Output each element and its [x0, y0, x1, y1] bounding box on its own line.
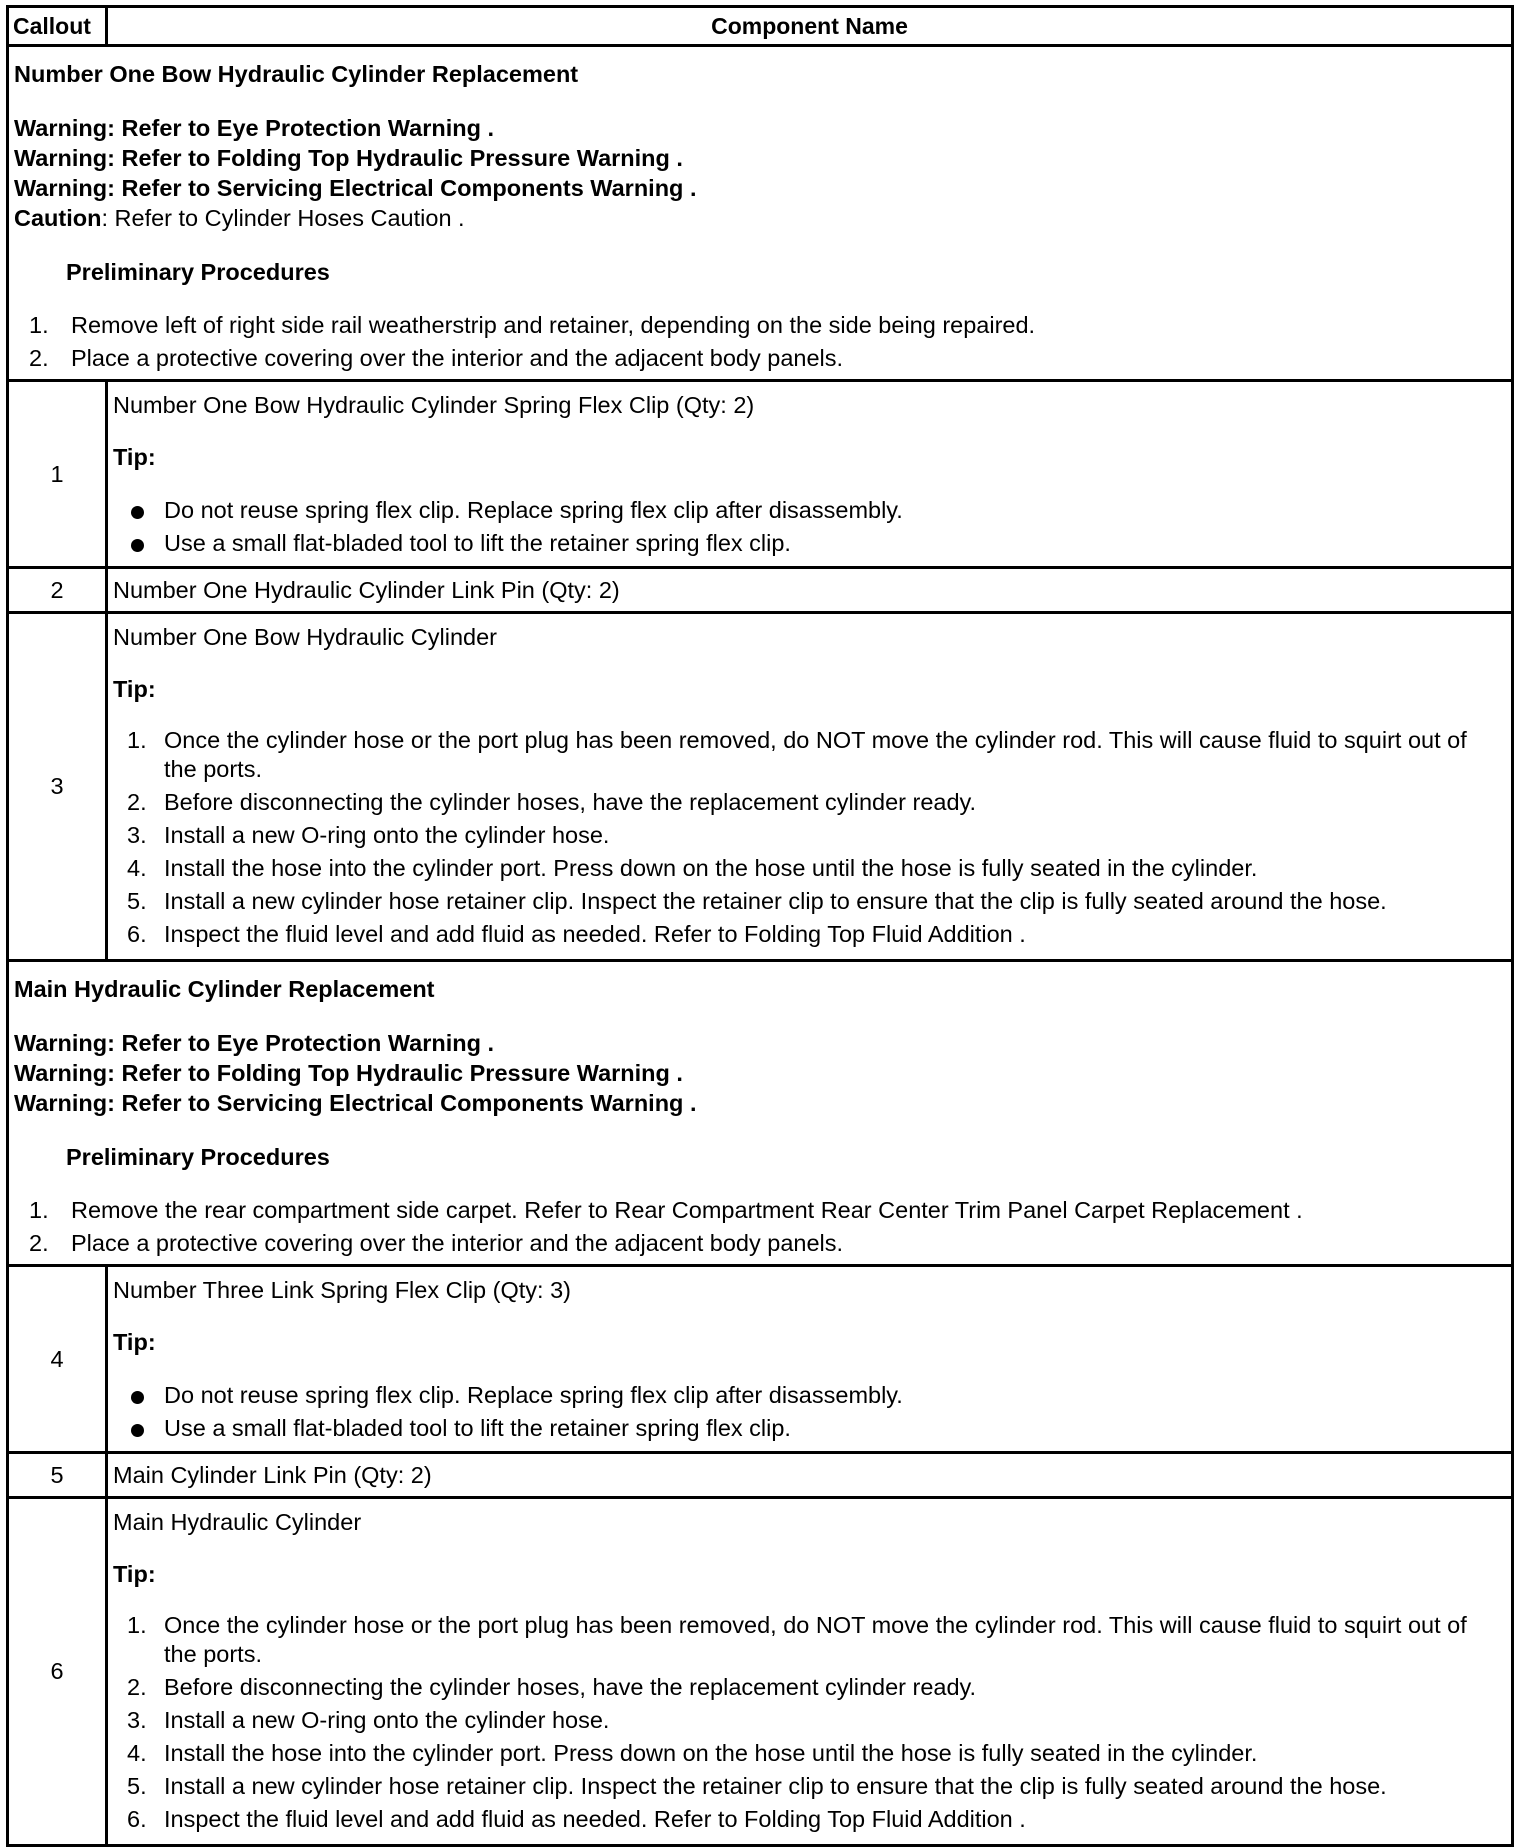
list-item	[113, 920, 1505, 949]
table-row	[8, 568, 1513, 613]
step-number: 2.	[29, 1230, 49, 1256]
step-text: Before disconnecting the cylinder hoses, have the replacement cylinder ready.	[164, 1674, 977, 1700]
list-item	[113, 1805, 1505, 1834]
list-item	[14, 1194, 1507, 1227]
section-title: Main Hydraulic Cylinder Replacement	[14, 976, 435, 1002]
notice-label: Warning	[14, 175, 108, 201]
notice-text: : Refer to Folding Top Hydraulic Pressure Warning .	[107, 145, 683, 171]
tip-label: Tip:	[113, 444, 156, 470]
notice-text: : Refer to Servicing Electrical Components Warning .	[107, 175, 697, 201]
step-number: 5.	[127, 888, 147, 914]
bullet-icon	[131, 506, 144, 519]
table-row	[8, 1453, 1513, 1498]
notice-text: : Refer to Eye Protection Warning .	[107, 115, 495, 141]
section-header-cell	[8, 961, 1513, 1266]
list-item	[113, 854, 1505, 883]
step-number: 1.	[127, 727, 147, 753]
component-name-header: Component Name	[107, 7, 1513, 46]
callout-number: 6	[8, 1498, 107, 1846]
warning-line	[14, 173, 1507, 203]
bullet-text: Use a small flat-bladed tool to lift the retainer spring flex clip.	[164, 530, 791, 556]
bullet-text: Do not reuse spring flex clip. Replace spring flex clip after disassembly.	[164, 1382, 903, 1408]
list-item	[113, 527, 1505, 560]
tip-label: Tip:	[113, 676, 156, 702]
callout-table	[6, 5, 1514, 1847]
list-item	[113, 494, 1505, 527]
section-header-row	[8, 961, 1513, 1266]
header-row	[8, 7, 1513, 46]
step-number: 1.	[29, 1197, 49, 1223]
list-item	[113, 1706, 1505, 1735]
list-item	[113, 1739, 1505, 1768]
step-number: 4.	[127, 1740, 147, 1766]
notice-label: Warning	[14, 1030, 108, 1056]
step-number: 5.	[127, 1773, 147, 1799]
step-text: Install a new O-ring onto the cylinder hose.	[164, 1707, 610, 1733]
preliminary-steps	[14, 309, 1507, 375]
preliminary-procedures-title: Preliminary Procedures	[66, 259, 330, 285]
step-number: 1.	[127, 1612, 147, 1638]
notice-label: Warning	[14, 115, 108, 141]
table-body	[8, 46, 1513, 1846]
list-item	[14, 309, 1507, 342]
step-text: Place a protective covering over the interior and the adjacent body panels.	[71, 1230, 844, 1256]
tip-label: Tip:	[113, 1329, 156, 1355]
step-text: Once the cylinder hose or the port plug has been removed, do NOT move the cylinder rod. This will cause fluid to squirt out of the ports.	[164, 1612, 1467, 1667]
tip-bullets	[113, 1379, 1505, 1445]
preliminary-procedures-title: Preliminary Procedures	[66, 1144, 330, 1170]
notice-text: : Refer to Servicing Electrical Components Warning .	[107, 1090, 697, 1116]
warning-line	[14, 1088, 1507, 1118]
notice-label: Warning	[14, 1090, 108, 1116]
tip-steps	[113, 1611, 1505, 1834]
step-number: 4.	[127, 855, 147, 881]
callout-number: 3	[8, 613, 107, 961]
step-text: Install a new O-ring onto the cylinder hose.	[164, 822, 610, 848]
section-header-cell	[8, 46, 1513, 381]
warning-line	[14, 1058, 1507, 1088]
preliminary-steps	[14, 1194, 1507, 1260]
step-text: Remove the rear compartment side carpet. Refer to Rear Compartment Rear Center Trim Panel Carpet Replacement .	[71, 1197, 1303, 1223]
step-text: Before disconnecting the cylinder hoses, have the replacement cylinder ready.	[164, 789, 977, 815]
component-name: Main Cylinder Link Pin (Qty: 2)	[113, 1462, 432, 1488]
bullet-icon	[131, 539, 144, 552]
list-item	[14, 1227, 1507, 1260]
list-item	[113, 1673, 1505, 1702]
step-number: 2.	[127, 1674, 147, 1700]
step-text: Inspect the fluid level and add fluid as needed. Refer to Folding Top Fluid Addition .	[164, 921, 1026, 947]
component-cell	[107, 568, 1513, 613]
step-number: 3.	[127, 1707, 147, 1733]
step-text: Install a new cylinder hose retainer clip. Inspect the retainer clip to ensure that the clip is fully seated around the hose.	[164, 1773, 1387, 1799]
warning-line	[14, 1028, 1507, 1058]
section-header-row	[8, 46, 1513, 381]
warning-line	[14, 143, 1507, 173]
step-number: 2.	[127, 789, 147, 815]
component-name: Main Hydraulic Cylinder	[113, 1509, 362, 1535]
table-row	[8, 1498, 1513, 1846]
step-text: Place a protective covering over the interior and the adjacent body panels.	[71, 345, 844, 371]
component-name: Number One Hydraulic Cylinder Link Pin (Qty: 2)	[113, 577, 620, 603]
component-cell	[107, 1453, 1513, 1498]
list-item	[113, 1379, 1505, 1412]
bullet-text: Use a small flat-bladed tool to lift the retainer spring flex clip.	[164, 1415, 791, 1441]
component-name: Number Three Link Spring Flex Clip (Qty: 3)	[113, 1277, 571, 1303]
tip-bullets	[113, 494, 1505, 560]
tip-label: Tip:	[113, 1561, 156, 1587]
component-cell	[107, 613, 1513, 961]
callout-header: Callout	[8, 7, 107, 46]
table-row	[8, 1266, 1513, 1453]
list-item	[113, 1412, 1505, 1445]
component-name: Number One Bow Hydraulic Cylinder	[113, 624, 497, 650]
step-number: 3.	[127, 822, 147, 848]
list-item	[113, 726, 1505, 784]
warning-line	[14, 113, 1507, 143]
notice-label: Warning	[14, 1060, 108, 1086]
list-item	[14, 342, 1507, 375]
caution-line	[14, 203, 1507, 233]
table-row	[8, 613, 1513, 961]
notice-text: : Refer to Folding Top Hydraulic Pressure Warning .	[107, 1060, 683, 1086]
callout-number: 2	[8, 568, 107, 613]
notice-label: Warning	[14, 145, 108, 171]
component-cell	[107, 1266, 1513, 1453]
callout-number: 1	[8, 381, 107, 568]
step-text: Install the hose into the cylinder port. Press down on the hose until the hose is fully seated in the cylinder.	[164, 1740, 1258, 1766]
component-name: Number One Bow Hydraulic Cylinder Spring Flex Clip (Qty: 2)	[113, 392, 755, 418]
step-number: 2.	[29, 345, 49, 371]
notice-text: : Refer to Cylinder Hoses Caution .	[101, 205, 465, 231]
callout-number: 5	[8, 1453, 107, 1498]
step-text: Once the cylinder hose or the port plug has been removed, do NOT move the cylinder rod. This will cause fluid to squirt out of the ports.	[164, 727, 1467, 782]
list-item	[113, 1772, 1505, 1801]
component-cell	[107, 1498, 1513, 1846]
procedure-document	[6, 5, 1514, 1847]
list-item	[113, 887, 1505, 916]
notice-text: : Refer to Eye Protection Warning .	[107, 1030, 495, 1056]
step-text: Inspect the fluid level and add fluid as needed. Refer to Folding Top Fluid Addition .	[164, 1806, 1026, 1832]
bullet-icon	[131, 1424, 144, 1437]
step-number: 6.	[127, 921, 147, 947]
tip-steps	[113, 726, 1505, 949]
component-cell	[107, 381, 1513, 568]
callout-number: 4	[8, 1266, 107, 1453]
step-number: 1.	[29, 312, 49, 338]
step-text: Install a new cylinder hose retainer clip. Inspect the retainer clip to ensure that the clip is fully seated around the hose.	[164, 888, 1387, 914]
step-text: Install the hose into the cylinder port. Press down on the hose until the hose is fully seated in the cylinder.	[164, 855, 1258, 881]
list-item	[113, 1611, 1505, 1669]
section-title: Number One Bow Hydraulic Cylinder Replacement	[14, 61, 579, 87]
table-row	[8, 381, 1513, 568]
bullet-text: Do not reuse spring flex clip. Replace spring flex clip after disassembly.	[164, 497, 903, 523]
list-item	[113, 821, 1505, 850]
step-number: 6.	[127, 1806, 147, 1832]
list-item	[113, 788, 1505, 817]
notice-label: Caution	[14, 205, 102, 231]
bullet-icon	[131, 1391, 144, 1404]
step-text: Remove left of right side rail weatherstrip and retainer, depending on the side being repaired.	[71, 312, 1036, 338]
